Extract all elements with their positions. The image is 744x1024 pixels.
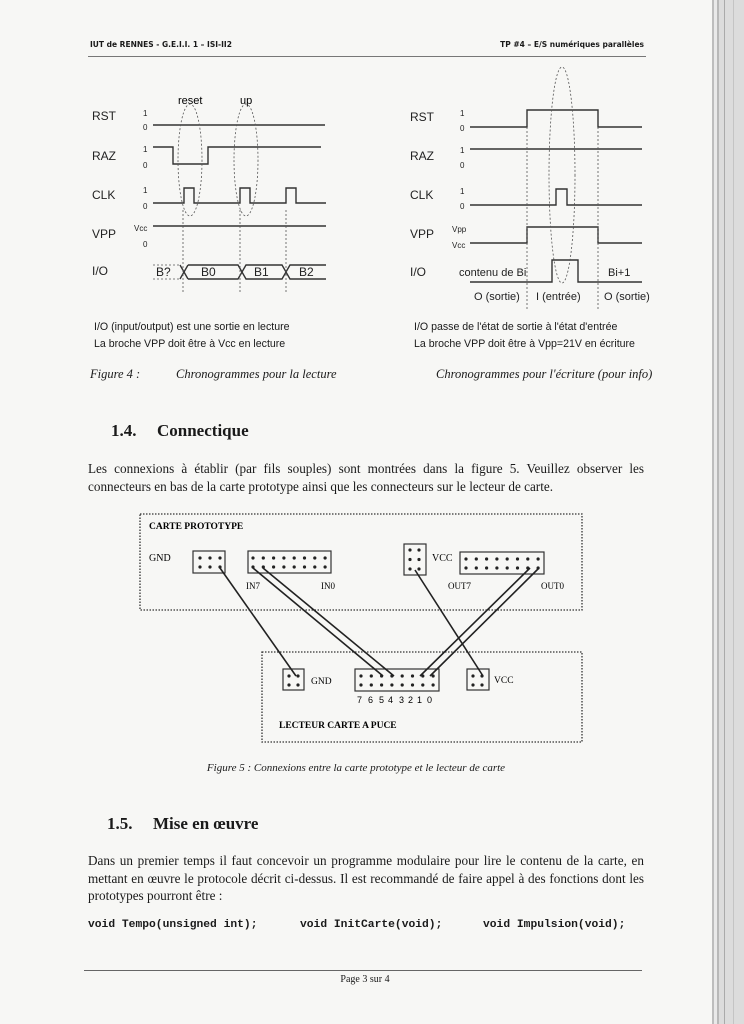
board-vcc-label: VCC	[432, 553, 453, 564]
section-1-4-heading	[111, 421, 249, 441]
reader-vcc-label: VCC	[494, 676, 514, 686]
write-vpp-vpp: Vpp	[452, 225, 467, 234]
connector-pin	[506, 557, 509, 560]
connector-pin	[208, 556, 211, 559]
connector-pin	[475, 566, 478, 569]
connector-pin	[411, 683, 414, 686]
connector-pin	[313, 565, 316, 568]
reader-vcc-connector	[467, 669, 489, 690]
read-io-byte: B0	[201, 265, 216, 279]
connector-pin	[411, 674, 414, 677]
connector-pin	[464, 566, 467, 569]
write-rst-0: 0	[460, 124, 465, 133]
connector-pin	[516, 557, 519, 560]
section-number: 1.5.	[107, 814, 133, 833]
connector-pin	[359, 674, 362, 677]
write-notes	[414, 319, 635, 353]
read-raz-0: 0	[143, 161, 148, 170]
read-clk-0: 0	[143, 202, 148, 211]
read-clk-trace	[153, 188, 326, 203]
prototype-impulsion: void Impulsion(void);	[483, 919, 626, 931]
write-label-raz: RAZ	[410, 149, 434, 163]
write-raz-1: 1	[460, 146, 465, 155]
write-ellipse	[549, 67, 575, 283]
connector-pin	[401, 683, 404, 686]
connector-pin	[296, 683, 299, 686]
prototype-tempo: void Tempo(unsigned int);	[88, 919, 258, 931]
write-phase-in: I (entrée)	[536, 291, 581, 303]
connector-pin	[359, 683, 362, 686]
page-number: Page 3 sur 4	[340, 974, 390, 985]
connector-pin	[471, 683, 474, 686]
connector-pin	[417, 567, 420, 570]
write-raz-0: 0	[460, 161, 465, 170]
reader-pin-numbers	[357, 695, 432, 705]
connector-pin	[480, 683, 483, 686]
connector-pin	[251, 556, 254, 559]
connector-pin	[370, 674, 373, 677]
write-vpp-vcc: Vcc	[452, 241, 466, 250]
section-title: Mise en œuvre	[153, 814, 259, 833]
connector-pin	[475, 557, 478, 560]
read-rst-0: 0	[143, 123, 148, 132]
connector-pin	[421, 683, 424, 686]
section-1-5-heading	[107, 814, 258, 834]
connector-pin	[526, 557, 529, 560]
write-note-1: I/O passe de l'état de sortie à l'état d'entrée	[414, 321, 618, 333]
connector-pin	[282, 565, 285, 568]
connector-pin	[537, 557, 540, 560]
connector-pin	[262, 556, 265, 559]
connector-pin	[198, 556, 201, 559]
header-left: IUT de RENNES - G.E.I.I. 1 – ISI-II2	[90, 40, 232, 49]
read-label-rst: RST	[92, 109, 116, 123]
connector-pin	[432, 683, 435, 686]
connector-pin	[495, 557, 498, 560]
connector-pin	[198, 565, 201, 568]
write-phase-out1: O (sortie)	[474, 291, 520, 303]
read-clk-1: 1	[143, 186, 148, 195]
write-label-rst: RST	[410, 110, 434, 124]
reader-title: LECTEUR CARTE A PUCE	[279, 721, 397, 731]
reader-pin: 0	[427, 695, 433, 705]
reader-pin: 2	[408, 695, 414, 705]
connector-pin	[287, 674, 290, 677]
reader-pin: 4	[388, 695, 394, 705]
connector-pin	[272, 556, 275, 559]
out7-label: OUT7	[448, 581, 471, 591]
connector-pin	[408, 558, 411, 561]
read-rst-1: 1	[143, 109, 148, 118]
connector-pin	[506, 566, 509, 569]
board-in-connector	[248, 551, 331, 573]
read-annot-up: up	[240, 95, 253, 107]
connector-pin	[417, 548, 420, 551]
connector-pin	[516, 566, 519, 569]
wire-in7	[253, 568, 383, 676]
wire-out0	[430, 568, 539, 676]
write-note-2: La broche VPP doit être à Vpp=21V en écriture	[414, 338, 635, 350]
write-io-content: contenu de Bi	[459, 267, 527, 279]
read-label-io: I/O	[92, 264, 109, 278]
section-number: 1.4.	[111, 421, 137, 440]
write-rst-1: 1	[460, 109, 465, 118]
connector-pin	[296, 674, 299, 677]
connector-pin	[282, 556, 285, 559]
figure-4-caption-write: Chronogrammes pour l'écriture (pour info)	[436, 367, 653, 381]
section-1-5-paragraph: Dans un premier temps il faut concevoir un programme modulaire pour lire le contenu de la carte, en mettant en œuvre le protocole décrit ci-dessus. Il est recommandé de faire appel à des fonctions dont les prototypes pourront être :	[88, 853, 644, 903]
connector-pin	[324, 565, 327, 568]
in0-label: IN0	[321, 581, 335, 591]
write-label-io: I/O	[410, 265, 427, 279]
board-title: CARTE PROTOTYPE	[149, 522, 244, 532]
read-raz-1: 1	[143, 145, 148, 154]
write-clk-1: 1	[460, 187, 465, 196]
reader-pin: 1	[417, 695, 423, 705]
connector-pin	[485, 566, 488, 569]
board-gnd-connector	[193, 551, 225, 573]
write-label-vpp: VPP	[410, 227, 435, 241]
connector-pin	[408, 567, 411, 570]
connector-pin	[313, 556, 316, 559]
connector-pin	[272, 565, 275, 568]
connector-pin	[208, 565, 211, 568]
connector-pin	[464, 557, 467, 560]
section-1-4-paragraph: Les connexions à établir (par fils souples) sont montrées dans la figure 5. Veuillez observer les connecteurs en bas de la carte prototype ainsi que les connecteurs sur le lecteur de carte.	[88, 461, 644, 494]
connector-pin	[417, 558, 420, 561]
connector-pin	[390, 683, 393, 686]
read-annot-reset: reset	[178, 95, 203, 107]
board-out-connector	[460, 552, 544, 574]
connector-pin	[370, 683, 373, 686]
connector-pin	[218, 556, 221, 559]
out0-label: OUT0	[541, 581, 564, 591]
reader-pin: 3	[399, 695, 405, 705]
write-vpp-trace	[470, 227, 642, 243]
header-right: TP #4 – E/S numériques parallèles	[500, 40, 644, 49]
wire-out1	[420, 568, 530, 676]
write-rst-trace	[470, 110, 642, 127]
in7-label: IN7	[246, 581, 260, 591]
write-clk-trace	[470, 189, 642, 205]
read-notes	[94, 319, 290, 353]
section-title: Connectique	[157, 421, 249, 440]
connector-pin	[408, 548, 411, 551]
figure-5-caption: Figure 5 : Connexions entre la carte prototype et le lecteur de carte	[206, 762, 506, 774]
page-edge	[733, 0, 734, 1024]
write-io-next: Bi+1	[608, 267, 631, 279]
connector-pin	[293, 565, 296, 568]
up-ellipse	[234, 104, 258, 216]
figure-4-caption-label: Figure 4 :	[90, 367, 141, 381]
figure-5-wiring-diagram	[0, 505, 712, 755]
connector-pin	[293, 556, 296, 559]
reset-ellipse	[178, 104, 202, 216]
reader-pin: 7	[357, 695, 363, 705]
read-vpp-0: 0	[143, 240, 148, 249]
read-io-cross	[184, 265, 188, 279]
connector-pin	[303, 556, 306, 559]
read-note-2: La broche VPP doit être à Vcc en lecture	[94, 338, 286, 350]
read-label-vpp: VPP	[92, 227, 117, 241]
figure-4-timing-diagrams	[0, 0, 712, 320]
read-vpp-vcc: Vcc	[134, 224, 148, 233]
connector-pin	[287, 683, 290, 686]
connector-pin	[380, 683, 383, 686]
read-io-byte: B2	[299, 265, 314, 279]
reader-gnd-label: GND	[311, 677, 332, 687]
connector-pin	[485, 557, 488, 560]
read-label-clk: CLK	[92, 188, 116, 202]
prototype-initcarte: void InitCarte(void);	[300, 919, 443, 931]
reader-pin: 6	[368, 695, 374, 705]
write-label-clk: CLK	[410, 188, 434, 202]
figure-4-caption-read: Chronogrammes pour la lecture	[176, 367, 337, 381]
write-clk-0: 0	[460, 202, 465, 211]
board-gnd-label: GND	[149, 553, 171, 564]
reader-data-connector	[355, 669, 439, 691]
read-label-raz: RAZ	[92, 149, 116, 163]
write-phase-out2: O (sortie)	[604, 291, 650, 303]
read-note-1: I/O (input/output) est une sortie en lecture	[94, 321, 290, 333]
connector-pin	[324, 556, 327, 559]
footer-rule	[84, 970, 642, 971]
connector-pin	[495, 566, 498, 569]
read-io-byte: B1	[254, 265, 269, 279]
connector-pin	[401, 674, 404, 677]
page-edge	[724, 0, 725, 1024]
reader-pin: 5	[379, 695, 385, 705]
connector-pin	[471, 674, 474, 677]
read-io-byte: B?	[156, 265, 171, 279]
connector-pin	[303, 565, 306, 568]
